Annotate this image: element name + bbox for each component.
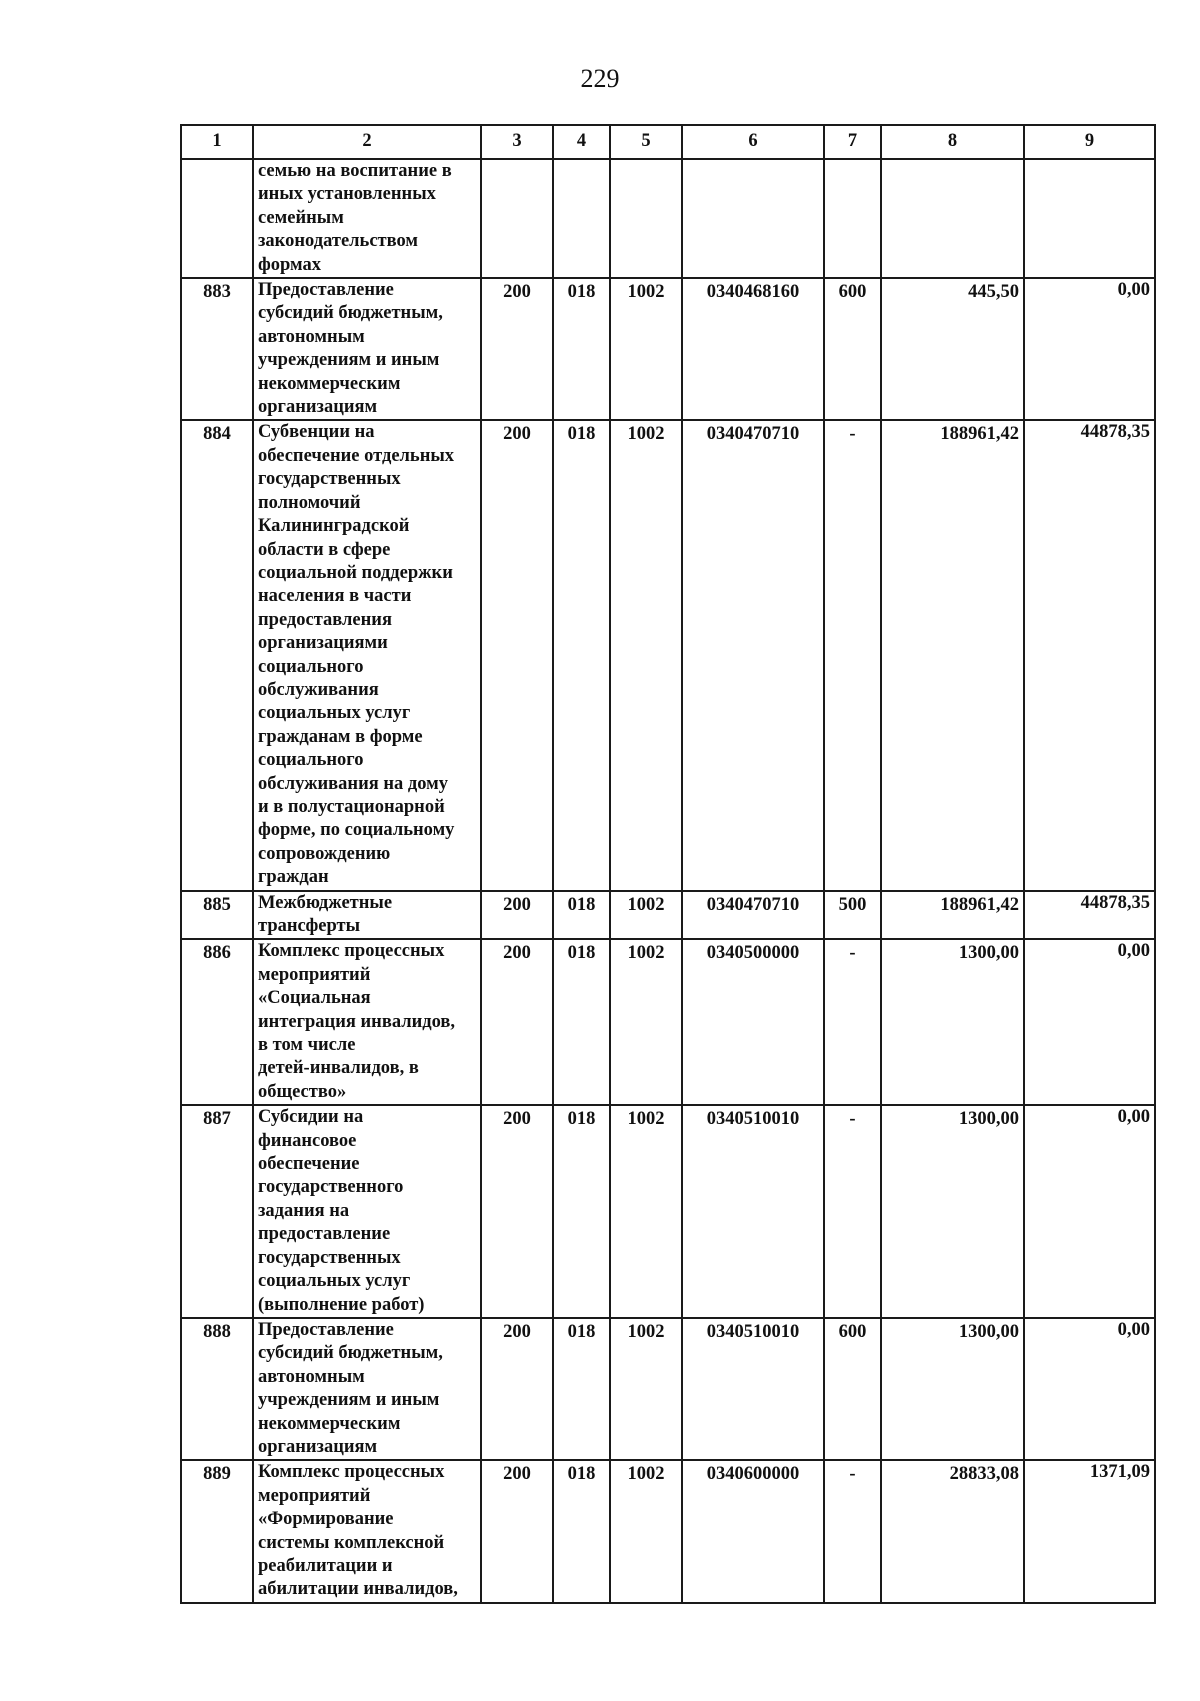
row-name-cell [253, 939, 481, 1105]
row-name-line: государственных [258, 1247, 401, 1268]
col4-cell: 018 [553, 420, 610, 890]
row-name-line: общество» [258, 1081, 347, 1102]
col4-cell: 018 [553, 1105, 610, 1318]
row-name-line: задания на [258, 1200, 350, 1221]
col3-cell [481, 159, 553, 278]
row-name-line: обеспечение [258, 1154, 360, 1175]
row-name-line: автономным [258, 1366, 365, 1387]
col7-cell: 600 [824, 278, 881, 420]
col3-cell: 200 [481, 420, 553, 890]
col6-cell: 0340600000 [682, 1460, 824, 1602]
row-name-cell [253, 1318, 481, 1460]
column-header: 6 [682, 125, 824, 159]
col5-cell: 1002 [610, 1105, 682, 1318]
table-row [181, 891, 1155, 940]
column-header: 3 [481, 125, 553, 159]
table-header-row [181, 125, 1155, 159]
col8-cell: 1300,00 [881, 939, 1024, 1105]
col9-cell: 0,00 [1024, 1318, 1155, 1460]
row-number-cell: 886 [181, 939, 253, 1105]
col6-cell: 0340510010 [682, 1318, 824, 1460]
table-row [181, 420, 1155, 890]
col4-cell: 018 [553, 1460, 610, 1602]
row-name-line: Межбюджетные [258, 892, 393, 913]
row-name-line: иных установленных [258, 184, 436, 205]
row-name-line: Комплекс процессных [258, 1462, 445, 1483]
row-name-line: социальных услуг [258, 703, 411, 724]
row-name-line: мероприятий [258, 1485, 371, 1506]
col6-cell: 0340500000 [682, 939, 824, 1105]
row-name-line: (выполнение работ) [258, 1294, 425, 1315]
budget-table [180, 124, 1156, 1604]
col5-cell: 1002 [610, 420, 682, 890]
row-name-line: семью на воспитание в [258, 161, 452, 181]
row-name-line: субсидий бюджетным, [258, 303, 443, 324]
row-name-line: обслуживания на дому [258, 773, 449, 794]
table-row [181, 939, 1155, 1105]
row-name-line: обеспечение отдельных [258, 445, 455, 466]
col9-cell: 44878,35 [1024, 891, 1155, 940]
col6-cell: 0340470710 [682, 420, 824, 890]
col6-cell: 0340470710 [682, 891, 824, 940]
row-number-cell: 887 [181, 1105, 253, 1318]
row-name-line: семейным [258, 207, 344, 228]
col7-cell: - [824, 1460, 881, 1602]
row-name-line: в том числе [258, 1035, 356, 1056]
row-name-line: Калининградской [258, 516, 410, 537]
col6-cell: 0340468160 [682, 278, 824, 420]
col9-cell [1024, 159, 1155, 278]
col4-cell: 018 [553, 1318, 610, 1460]
row-name-line: детей-инвалидов, в [258, 1058, 419, 1079]
page-number: 229 [580, 64, 620, 93]
row-number-cell: 883 [181, 278, 253, 420]
column-header: 4 [553, 125, 610, 159]
row-name-line: области в сфере [258, 539, 391, 560]
col8-cell [881, 159, 1024, 278]
row-name-line: граждан [258, 867, 329, 888]
row-name-line: сопровождению [258, 843, 391, 864]
row-name-line: населения в части [258, 586, 412, 607]
row-name-line: предоставления [258, 609, 392, 630]
row-name-line: Предоставление [258, 280, 394, 301]
col9-cell: 0,00 [1024, 1105, 1155, 1318]
col7-cell: 600 [824, 1318, 881, 1460]
row-name-line: некоммерческим [258, 1413, 401, 1434]
row-name-line: социальной поддержки [258, 562, 453, 583]
col6-cell: 0340510010 [682, 1105, 824, 1318]
col7-cell [824, 159, 881, 278]
table-row [181, 1105, 1155, 1318]
col8-cell: 445,50 [881, 278, 1024, 420]
col8-cell: 1300,00 [881, 1105, 1024, 1318]
row-name-line: субсидий бюджетным, [258, 1343, 443, 1364]
row-name-line: предоставление [258, 1224, 391, 1245]
row-name-line: организациям [258, 1436, 378, 1457]
row-name-line: системы комплексной [258, 1532, 445, 1553]
row-name-line: интеграция инвалидов, [258, 1011, 456, 1032]
col7-cell: - [824, 420, 881, 890]
row-name-line: абилитации инвалидов, [258, 1579, 458, 1600]
row-name-line: формах [258, 254, 322, 275]
col8-cell: 188961,42 [881, 420, 1024, 890]
row-name-line: Предоставление [258, 1319, 394, 1340]
row-name-line: полномочий [258, 492, 361, 513]
col4-cell [553, 159, 610, 278]
row-number-cell: 889 [181, 1460, 253, 1602]
row-name-line: государственных [258, 469, 401, 490]
col4-cell: 018 [553, 278, 610, 420]
col3-cell: 200 [481, 939, 553, 1105]
col5-cell: 1002 [610, 1460, 682, 1602]
col5-cell: 1002 [610, 278, 682, 420]
row-name-line: гражданам в форме [258, 726, 423, 747]
row-name-line: социального [258, 750, 364, 771]
row-name-line: Субвенции на [258, 422, 375, 443]
col8-cell: 1300,00 [881, 1318, 1024, 1460]
row-number-cell: 885 [181, 891, 253, 940]
row-name-line: Комплекс процессных [258, 941, 445, 962]
col8-cell: 28833,08 [881, 1460, 1024, 1602]
row-number-cell [181, 159, 253, 278]
row-name-line: Субсидии на [258, 1107, 364, 1128]
col5-cell: 1002 [610, 891, 682, 940]
col9-cell: 44878,35 [1024, 420, 1155, 890]
row-number-cell: 888 [181, 1318, 253, 1460]
row-name-cell [253, 278, 481, 420]
row-name-line: учреждениям и иным [258, 1390, 440, 1411]
row-name-line: финансовое [258, 1130, 357, 1151]
col9-cell: 0,00 [1024, 278, 1155, 420]
row-name-line: социального [258, 656, 364, 677]
row-name-line: автономным [258, 326, 365, 347]
row-name-line: законодательством [258, 231, 418, 252]
row-name-line: форме, по социальному [258, 820, 455, 841]
row-name-line: обслуживания [258, 679, 379, 700]
col4-cell: 018 [553, 891, 610, 940]
column-header: 2 [253, 125, 481, 159]
row-name-line: некоммерческим [258, 373, 401, 394]
row-name-cell [253, 1460, 481, 1602]
col7-cell: 500 [824, 891, 881, 940]
col8-cell: 188961,42 [881, 891, 1024, 940]
table-row [181, 159, 1155, 278]
column-header: 8 [881, 125, 1024, 159]
row-name-cell [253, 1105, 481, 1318]
col7-cell: - [824, 939, 881, 1105]
column-header: 1 [181, 125, 253, 159]
col3-cell: 200 [481, 1105, 553, 1318]
col3-cell: 200 [481, 278, 553, 420]
table-row [181, 1460, 1155, 1602]
col6-cell [682, 159, 824, 278]
row-name-cell [253, 420, 481, 890]
table-row [181, 1318, 1155, 1460]
row-name-line: организациям [258, 397, 378, 418]
row-name-line: организациями [258, 633, 388, 654]
row-name-line: социальных услуг [258, 1271, 411, 1292]
row-name-cell [253, 159, 481, 278]
col5-cell: 1002 [610, 1318, 682, 1460]
col7-cell: - [824, 1105, 881, 1318]
col3-cell: 200 [481, 891, 553, 940]
row-name-line: трансферты [258, 916, 361, 936]
row-name-line: и в полустационарной [258, 796, 445, 817]
table-body [181, 159, 1155, 1603]
row-name-line: мероприятий [258, 964, 371, 985]
row-name-line: реабилитации и [258, 1555, 393, 1576]
col5-cell [610, 159, 682, 278]
row-name-line: «Формирование [258, 1509, 394, 1530]
col3-cell: 200 [481, 1460, 553, 1602]
column-header: 5 [610, 125, 682, 159]
col4-cell: 018 [553, 939, 610, 1105]
col9-cell: 0,00 [1024, 939, 1155, 1105]
col5-cell: 1002 [610, 939, 682, 1105]
table-row [181, 278, 1155, 420]
row-name-line: учреждениям и иным [258, 350, 440, 371]
row-name-line: «Социальная [258, 988, 371, 1009]
col3-cell: 200 [481, 1318, 553, 1460]
row-name-cell [253, 891, 481, 940]
col9-cell: 1371,09 [1024, 1460, 1155, 1602]
column-header: 9 [1024, 125, 1155, 159]
column-header: 7 [824, 125, 881, 159]
row-name-line: государственного [258, 1177, 404, 1198]
row-number-cell: 884 [181, 420, 253, 890]
